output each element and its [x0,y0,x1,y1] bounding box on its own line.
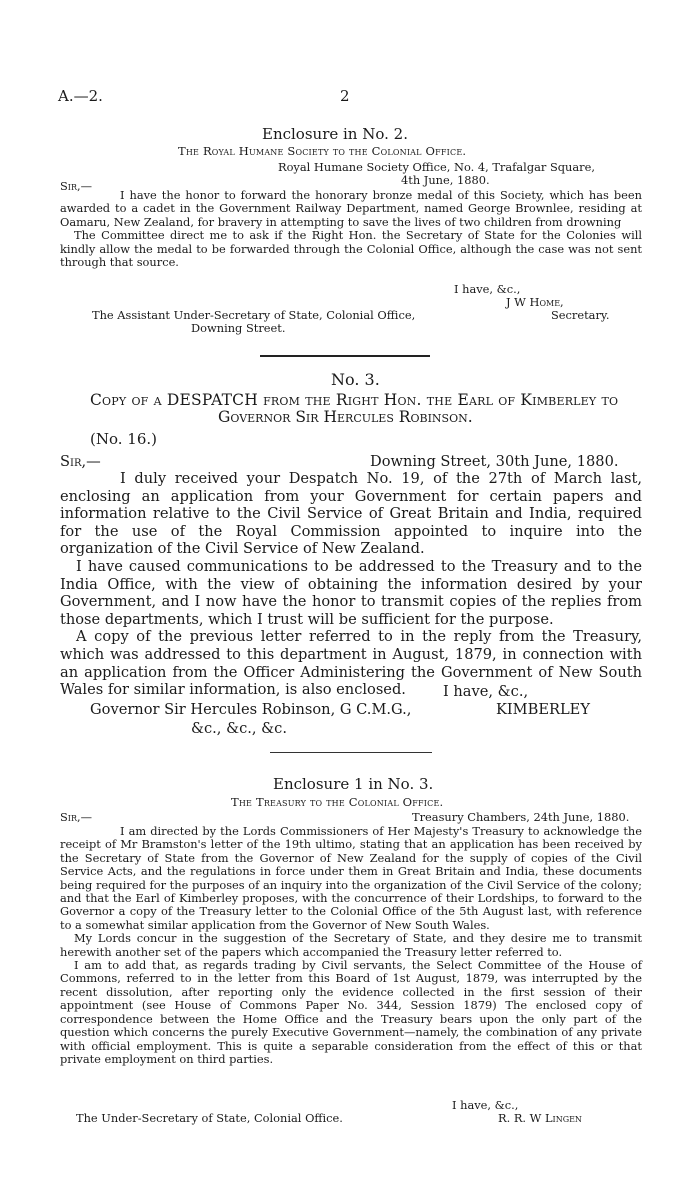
despatch-reference: (No. 16.) [90,430,157,448]
enclosure-title: Enclosure 1 in No. 3. [273,775,434,793]
closing: I have, &c., [443,683,529,700]
paragraph: I am to add that, as regards trading by Civil servants, the Select Committee of the House of Commons, referred to in the letter from this Board of 1st August, 1879, was interrupted by the recent dissolution, after reporting only the evidence collected in the first session of their appointment (see House of Commons Paper No. 344, Session 1879) The enclosed copy of correspondence between the Home Office and the Treasury bears upon the only part of the question which concerns the purely Executive Government—namely, the combination of any private with official employment. This is quite a separable consideration from the effect of this or that private employment on third parties. [60,958,642,1066]
addressee-line: The Assistant Under-Secretary of State, Colonial Office, [92,308,416,322]
sender-address: Royal Humane Society Office, No. 4, Trafalgar Square, [278,160,595,174]
closing: I have, &c., [452,1098,519,1112]
enclosure-from-to: The Treasury to the Colonial Office. [231,795,444,809]
signature: R. R. W Lingen [498,1111,582,1125]
salutation: Sir,— [60,810,92,824]
despatch-title-line: Governor Sir Hercules Robinson. [218,408,473,426]
despatch-title-line: Copy of a DESPATCH from the Right Hon. the Earl of Kimberley to [90,391,619,409]
paragraph: My Lords concur in the suggestion of the Secretary of State, and they desire me to transmit herewith another set of the papers which accompanied the Treasury letter referred to. [60,931,642,959]
addressee-line: &c., &c., &c. [191,720,287,737]
signature: KIMBERLEY [496,701,590,718]
paragraph: I have the honor to forward the honorary bronze medal of this Society, which has been awarded to a cadet in the Government Railway Department, named George Brownlee, residing at Oamaru, New Zealand, for bravery in attempting to save the lives of two children from drowning [60,188,642,229]
section-divider [270,752,432,753]
paragraph: The Committee direct me to ask if the Right Hon. the Secretary of State for the Colonies will kindly allow the medal to be forwarded through the Colonial Office, although the case was not sent through that source. [60,228,642,270]
enclosure-title: Enclosure in No. 2. [262,125,408,143]
enclosure-body [60,825,642,1066]
paragraph: I duly received your Despatch No. 19, of the 27th of March last, enclosing an application from your Government for certain papers and information relative to the Civil Service of Great Britain and India, required for the use of the Royal Commission appointed to inquire into the organization of the Civil Service of New Zealand. [60,470,642,558]
page-reference: A.—2. [58,87,103,105]
section-number: No. 3. [331,370,380,389]
despatch-body [60,470,642,699]
paragraph: A copy of the previous letter referred to in the reply from the Treasury, which was addressed to this department in August, 1879, in connection with an application from the Officer Administering the Government of New South Wales for similar information, is also enclosed. [60,628,642,699]
section-divider [260,355,430,357]
page-number: 2 [340,87,350,105]
address-date: Downing Street, 30th June, 1880. [370,453,619,470]
salutation: Sir,— [60,453,101,470]
paragraph: I am directed by the Lords Commissioners of Her Majesty's Treasury to acknowledge the receipt of Mr Bramston's letter of the 19th ultimo, stating that an application has been received by the Secretary of State from the Governor of New Zealand for the supply of copies of the Civil Service Acts, and the regulations in force under them in Great Britain and India, these documents being required for the purposes of an inquiry into the organization of the Civil Service of the colony; and that the Earl of Kimberley proposes, with the concurrence of their Lordships, to forward to the Governor a copy of the Treasury letter to the Colonial Office of the 5th August last, with reference to a somewhat similar application from the Governor of New South Wales. [60,824,642,932]
closing: I have, &c., [454,282,521,296]
addressee-line: Governor Sir Hercules Robinson, G C.M.G., [90,701,412,718]
signature-title: Secretary. [551,308,610,322]
signature: J W Home, [506,295,564,309]
addressee-line: Downing Street. [191,321,286,335]
paragraph: I have caused communications to be addressed to the Treasury and to the India Office, with the view of obtaining the information desired by your Government, and I now have the honor to transmit copies of the replies from those departments, which I trust will be sufficient for the purpose. [60,557,642,628]
salutation: Sir,— [60,179,92,193]
enclosure-from-to: The Royal Humane Society to the Colonial Office. [178,144,467,158]
letter-date: 4th June, 1880. [401,173,490,187]
enclosure-body [60,189,642,269]
addressee-line: The Under-Secretary of State, Colonial Office. [76,1111,343,1125]
address-date: Treasury Chambers, 24th June, 1880. [412,810,630,824]
